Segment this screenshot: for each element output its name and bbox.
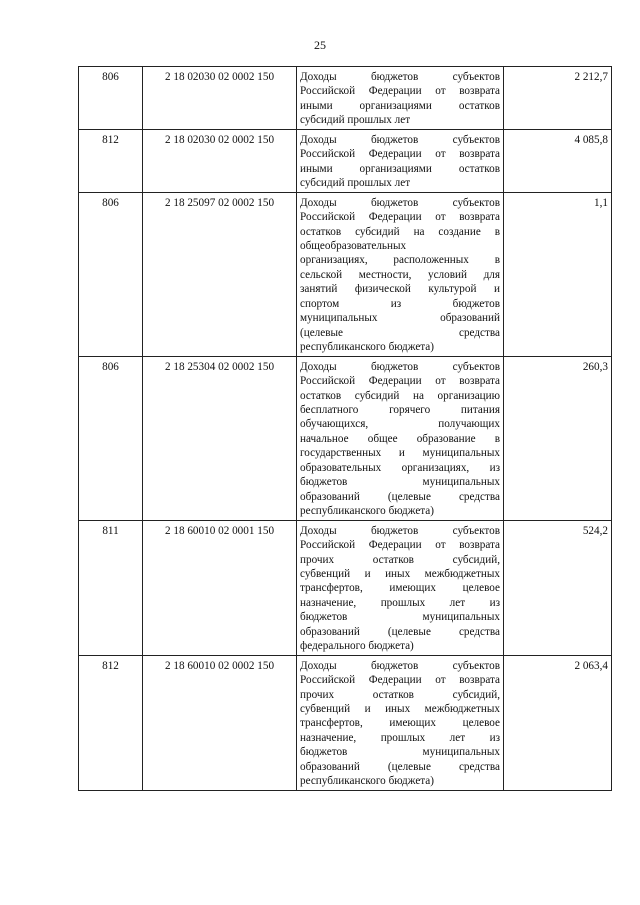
description-line: Доходы бюджетов субъектов	[300, 71, 500, 83]
description-line: остатков субсидий на создание в	[300, 225, 500, 238]
description-line: Российской Федерации от возврата	[300, 539, 500, 552]
description-line: образований (целевые средства	[300, 625, 500, 638]
description-line: субвенций и иных межбюджетных	[300, 703, 500, 716]
description-line: образований (целевые средства	[300, 760, 500, 773]
description-line: Доходы бюджетов субъектов	[300, 133, 500, 146]
description-line: занятий физической культурой и	[300, 283, 500, 296]
description-line: назначение, прошлых лет из	[300, 596, 500, 609]
amount-cell: 260,3	[504, 356, 612, 520]
amount-cell: 2 212,7	[504, 67, 612, 130]
admin-code-cell: 806	[79, 192, 143, 356]
page-number: 25	[314, 38, 326, 52]
description-line: сельской местности, условий для	[300, 268, 500, 281]
description-line: Российской Федерации от возврата	[300, 674, 500, 687]
description-line: остатков субсидий на организацию	[300, 389, 500, 402]
description-cell	[297, 356, 504, 520]
table-row	[79, 67, 612, 130]
amount-cell: 2 063,4	[504, 655, 612, 790]
description-line: бюджетов муниципальных	[300, 476, 500, 489]
description-line: Российской Федерации от возврата	[300, 85, 500, 98]
description-line: Доходы бюджетов субъектов	[300, 196, 500, 209]
description-line: субсидий прошлых лет	[300, 177, 411, 190]
budget-code-cell: 2 18 02030 02 0002 150	[143, 67, 297, 130]
description-line: общеобразовательных	[300, 239, 407, 252]
description-line: организациях, расположенных в	[300, 254, 500, 267]
description-line: субвенций и иных межбюджетных	[300, 567, 500, 580]
description-line: образовательных организациях, из	[300, 461, 500, 474]
description-cell	[297, 129, 504, 192]
budget-code-cell: 2 18 60010 02 0002 150	[143, 655, 297, 790]
admin-code-cell: 806	[79, 356, 143, 520]
description-cell	[297, 192, 504, 356]
amount-cell: 4 085,8	[504, 129, 612, 192]
admin-code-cell: 812	[79, 129, 143, 192]
description-line: начальное общее образование в	[300, 432, 500, 445]
description-line: муниципальных образований	[300, 312, 500, 325]
description-line: Российской Федерации от возврата	[300, 148, 500, 161]
description-line: спортом из бюджетов	[300, 297, 500, 310]
description-line: бесплатного горячего питания	[300, 403, 500, 416]
description-line: республиканского бюджета)	[300, 505, 435, 518]
table-row	[79, 655, 612, 790]
description-line: иными организациями остатков	[300, 99, 500, 112]
description-line: трансфертов, имеющих целевое	[300, 717, 500, 730]
description-line: Доходы бюджетов субъектов	[300, 524, 500, 537]
description-line: бюджетов муниципальных	[300, 611, 500, 624]
revenue-table-body	[79, 67, 612, 791]
description-line: назначение, прошлых лет из	[300, 731, 500, 744]
description-line: федерального бюджета)	[300, 640, 414, 653]
amount-cell: 1,1	[504, 192, 612, 356]
table-row	[79, 356, 612, 520]
description-line: бюджетов муниципальных	[300, 746, 500, 759]
description-line: обучающихся, получающих	[300, 418, 500, 431]
budget-code-cell: 2 18 25097 02 0002 150	[143, 192, 297, 356]
budget-code-cell: 2 18 25304 02 0002 150	[143, 356, 297, 520]
budget-code-cell: 2 18 02030 02 0002 150	[143, 129, 297, 192]
description-cell	[297, 655, 504, 790]
description-line: (целевые средства	[300, 326, 500, 339]
admin-code-cell: 812	[79, 655, 143, 790]
admin-code-cell: 806	[79, 67, 143, 130]
description-cell	[297, 67, 504, 130]
description-line: Российской Федерации от возврата	[300, 375, 500, 388]
description-line: трансфертов, имеющих целевое	[300, 582, 500, 595]
amount-cell: 524,2	[504, 520, 612, 655]
description-line: образований (целевые средства	[300, 490, 500, 503]
description-line: прочих остатков субсидий,	[300, 553, 500, 566]
description-line: государственных и муниципальных	[300, 447, 500, 460]
admin-code-cell: 811	[79, 520, 143, 655]
budget-code-cell: 2 18 60010 02 0001 150	[143, 520, 297, 655]
description-line: прочих остатков субсидий,	[300, 688, 500, 701]
description-line: республиканского бюджета)	[300, 341, 435, 354]
table-row	[79, 520, 612, 655]
description-line: иными организациями остатков	[300, 162, 500, 175]
description-line: Российской Федерации от возврата	[300, 211, 500, 224]
table-row	[79, 129, 612, 192]
table-row	[79, 192, 612, 356]
description-line: республиканского бюджета)	[300, 775, 435, 788]
description-line: Доходы бюджетов субъектов	[300, 360, 500, 373]
description-cell	[297, 520, 504, 655]
revenue-table	[78, 66, 612, 791]
description-line: субсидий прошлых лет	[300, 114, 411, 127]
description-line: Доходы бюджетов субъектов	[300, 659, 500, 672]
